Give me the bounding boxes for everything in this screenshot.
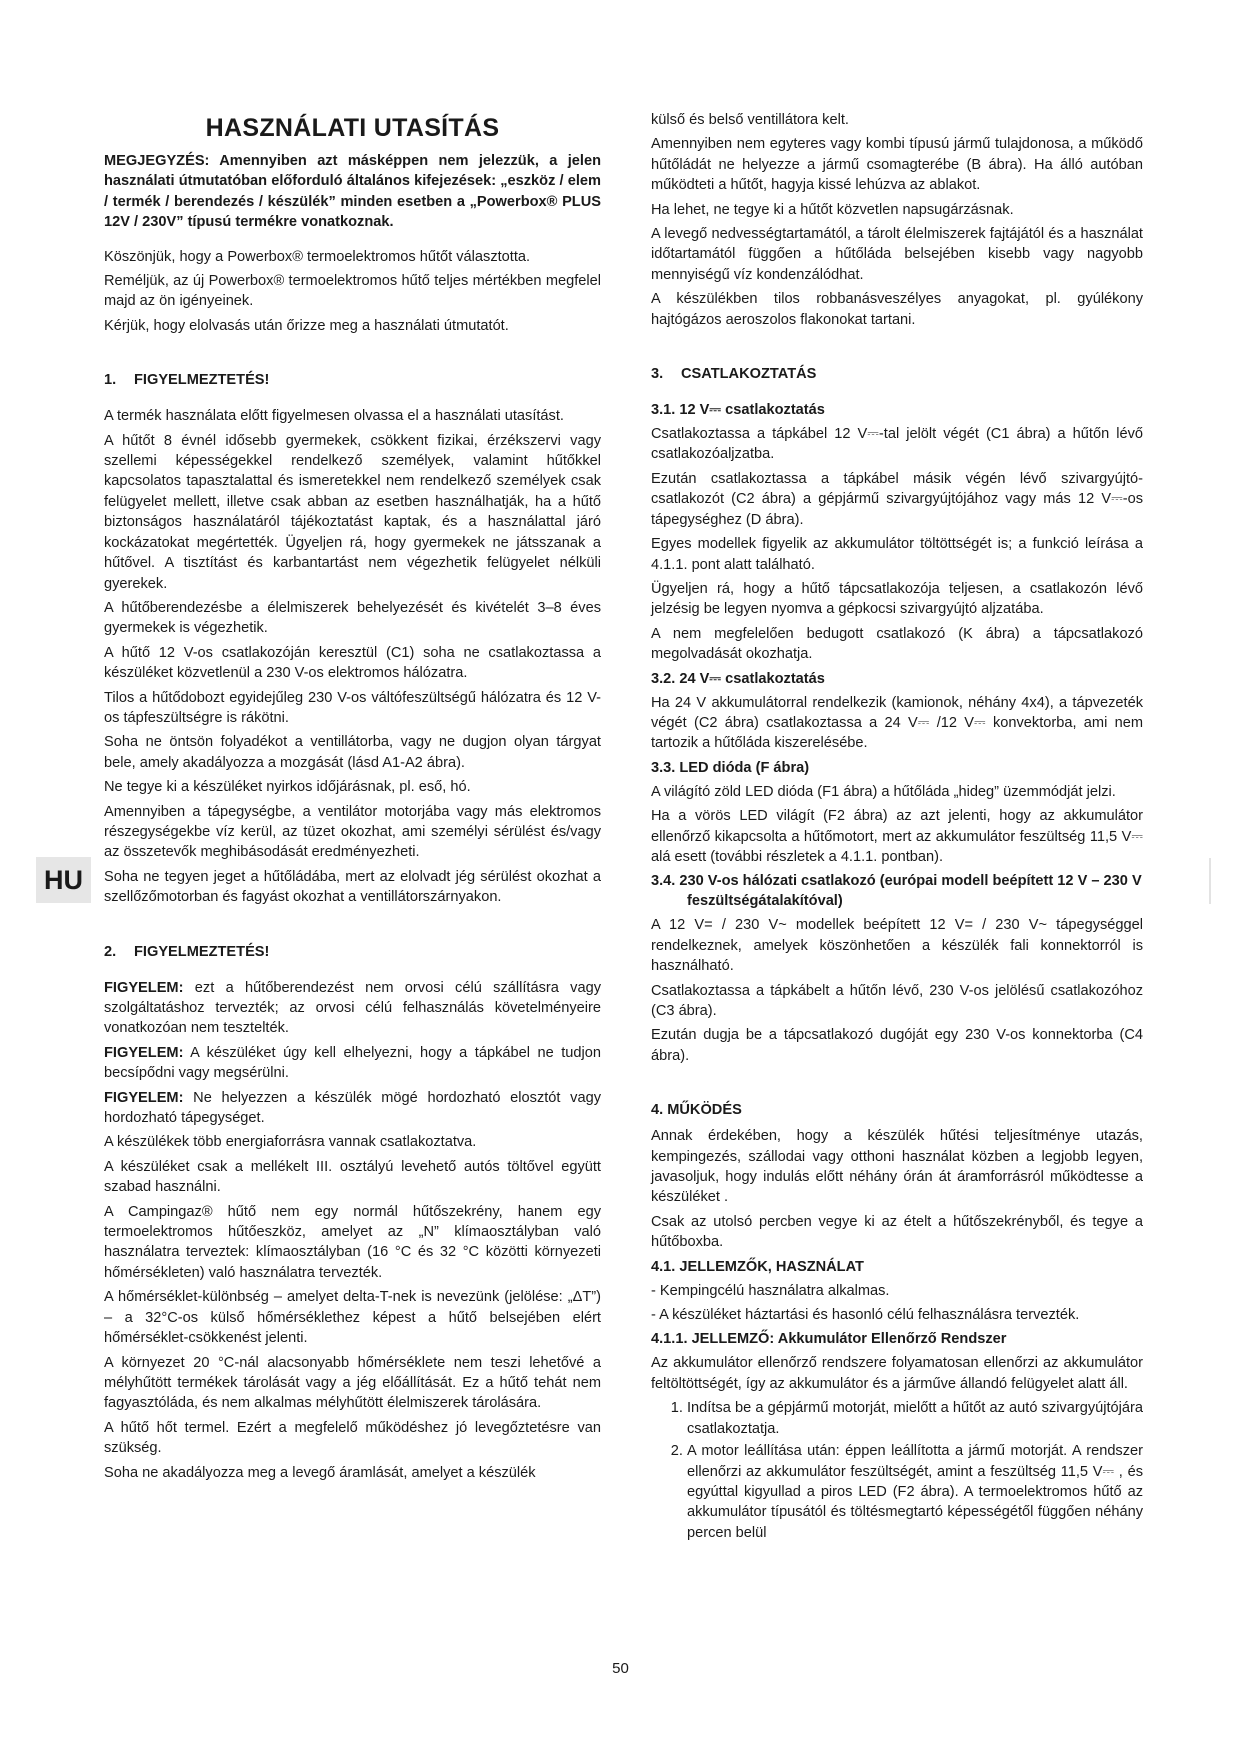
- body-paragraph: Csatlakoztassa a tápkábel 12 V⎓-tal jelölt végét (C1 ábra) a hűtőn lévő csatlakozóaljzatba.: [651, 426, 1143, 463]
- language-tab: HU: [36, 857, 91, 903]
- subsection-4-1-heading: 4.1. JELLEMZŐK, HASZNÁLAT: [651, 1258, 864, 1275]
- list-item: 2. A motor leállítása után: éppen leállította a jármű motorját. A rendszer ellenőrzi az akkumulátor feszültségét, amint a feszültség 11,5 V⎓ , és egyúttal kigyullad a piros LED (F2 ábra). A termoelektromos hűtő az akkumulátor típusától és töltésmegtartó képességétől függően néhány percen belül: [687, 1441, 1143, 1543]
- warning-text: ezt a hűtőberendezést nem orvosi célú szállításra vagy szolgáltatáshoz tervezték; az orvosi célú felhasználás követelményeire vonatkozóan nem tesztelték.: [104, 979, 601, 1037]
- body-paragraph: külső és belső ventillátora kelt.: [651, 112, 849, 128]
- body-paragraph: Ezután dugja be a tápcsatlakozó dugóját egy 230 V-os konnektorba (C4 ábra).: [651, 1027, 1143, 1064]
- list-item: - Kempingcélú használatra alkalmas.: [651, 1282, 890, 1299]
- warning-text: A készüléket úgy kell elhelyezni, hogy a tápkábel ne tudjon becsípődni vagy megsérülni.: [104, 1044, 601, 1082]
- right-column: [651, 110, 1143, 1545]
- caution-paragraph: A nem megfelelően bedugott csatlakozó (K ábra) a tápcsatlakozó megolvadását okozhatja.: [651, 625, 1143, 663]
- left-column: [104, 110, 601, 1487]
- edge-marker: [1209, 858, 1211, 904]
- section-title: FIGYELMEZTETÉS!: [134, 372, 270, 389]
- body-paragraph: Tilos a hűtődobozt egyidejűleg 230 V-os váltófeszültségű hálózatra és 12 V-os tápfeszültségre is rákötni.: [104, 689, 601, 726]
- intro-paragraph: Kérjük, hogy elolvasás után őrizze meg a használati útmutatót.: [104, 317, 509, 334]
- body-paragraph: Ha a vörös LED világít (F2 ábra) az azt jelenti, hogy az akkumulátor ellenőrző kikapcsolta a hűtőmotort, mert az akkumulátor feszültség 11,5 V⎓ alá esett (további részletek a 4.1.1. pontban).: [651, 808, 1143, 865]
- subsection-4-1-1-heading: 4.1.1. JELLEMZŐ: Akkumulátor Ellenőrző Rendszer: [651, 1331, 1007, 1348]
- body-paragraph: Csatlakoztassa a tápkábelt a hűtőn lévő, 230 V-os jelölésű csatlakozóhoz (C3 ábra).: [651, 982, 1143, 1019]
- subsection-3-2-heading: 3.2. 24 V⎓ csatlakoztatás: [651, 670, 825, 687]
- body-paragraph: Ne tegye ki a készüléket nyirkos időjárásnak, pl. eső, hó.: [104, 779, 471, 796]
- numbered-list: [651, 1398, 1143, 1543]
- warning-paragraph: [104, 1043, 601, 1084]
- body-paragraph: A hűtőberendezésbe a élelmiszerek behelyezését és kivételét 3–8 éves gyermekek is végezhetik.: [104, 599, 601, 637]
- body-paragraph: A hűtő hőt termel. Ezért a megfelelő működéshez jó levegőztetésre van szükség.: [104, 1419, 601, 1457]
- intro-paragraph: Köszönjük, hogy a Powerbox® termoelektromos hűtőt választotta.: [104, 248, 531, 265]
- body-paragraph: A környezet 20 °C-nál alacsonyabb hőmérséklete nem teszi lehetővé a mélyhűtött termékek tárolását vagy a jég előállítását. Ez a hűtő tehát nem fagyasztóláda, és nem alkalmas mélyhűtött élelmiszerek tárolására.: [104, 1354, 601, 1412]
- section-4-heading: 4. MŰKÖDÉS: [651, 1102, 742, 1119]
- section-number: 3.: [651, 366, 664, 383]
- document-title: HASZNÁLATI UTASÍTÁS: [205, 114, 500, 142]
- warning-paragraph: [104, 978, 601, 1039]
- section-3-heading: [651, 364, 1143, 384]
- body-paragraph: A levegő nedvességtartamától, a tárolt élelmiszerek fajtájától és a használat időtartamától függően a hűtőláda belsejében kisebb vagy nagyobb mennyiségű víz kondenzálódhat.: [651, 226, 1143, 283]
- body-paragraph: A hűtőt 8 évnél idősebb gyermekek, csökkent fizikai, érzékszervi vagy szellemi képességekkel rendelkező személyek, valamint hűtőkkel kapcsolatos tapasztalattal és ismeretekkel nem rendelkező személyek csak felügyelet mellett, illetve csak abban az esetben használhatják, ha a hűtő biztonságos használatáról tájékoztatást kaptak, és a használattal járó kockázatokat megértették. Ügyeljen rá, hogy gyermekek ne játsszanak a hűtővel. A tisztítást és karbantartást nem végezhetik felügyelet nélküli gyerekek.: [104, 432, 601, 592]
- warning-label: FIGYELEM:: [104, 1044, 184, 1061]
- body-paragraph: A világító zöld LED dióda (F1 ábra) a hűtőláda „hideg” üzemmódját jelzi.: [651, 783, 1116, 800]
- section-2-heading: [104, 942, 601, 962]
- body-paragraph: A hűtő 12 V-os csatlakozóján keresztül (C1) soha ne csatlakoztassa a készüléket közvetlenül a 230 V-os elektromos hálózatra.: [104, 644, 601, 682]
- body-paragraph: Az akkumulátor ellenőrző rendszere folyamatosan ellenőrzi az akkumulátor feltöltöttségét, így az akkumulátor és a járműve állandó felügyelet alatt áll.: [651, 1355, 1143, 1392]
- body-paragraph: Soha ne öntsön folyadékot a ventillátorba, vagy ne dugjon olyan tárgyat bele, amely akadályozza a mozgását (lásd A1-A2 ábra).: [104, 734, 601, 771]
- section-1-heading: [104, 370, 601, 390]
- body-paragraph: A Campingaz® hűtő nem egy normál hűtőszekrény, hanem egy termoelektromos hűtőeszköz, amelyet az „N” klímaosztályban való használatra terveztek: klímaosztályban (16 °C és 32 °C közötti környezeti hőmérsékleten) való használatra tervezték.: [104, 1203, 601, 1281]
- warning-label: FIGYELEM:: [104, 979, 184, 996]
- subsection-3-3-heading: 3.3. LED dióda (F ábra): [651, 759, 810, 776]
- section-number: 2.: [104, 943, 117, 960]
- section-number: 1.: [104, 372, 117, 389]
- body-paragraph: Amennyiben nem egyteres vagy kombi típusú jármű tulajdonosa, a működő hűtőládát ne helyezze a jármű csomagterébe (B ábra). Ha álló autóban működteti a hűtőt, hagyja kissé lehúzva az ablakot.: [651, 136, 1143, 194]
- body-paragraph: Ha lehet, ne tegye ki a hűtőt közvetlen napsugárzásnak.: [651, 201, 1014, 218]
- body-paragraph: A készülékben tilos robbanásveszélyes anyagokat, pl. gyúlékony hajtógázos aeroszolos flakonokat tartani.: [651, 291, 1143, 328]
- body-paragraph: A 12 V= / 230 V~ modellek beépített 12 V= / 230 V~ tápegységgel rendelkeznek, amelyek köszönhetően a készülék fali konnektorról is használható.: [651, 917, 1143, 975]
- body-paragraph: A termék használata előtt figyelmesen olvassa el a használati utasítást.: [104, 408, 564, 425]
- section-title: CSATLAKOZTATÁS: [681, 366, 817, 383]
- body-paragraph: A készülékek több energiaforrásra vannak csatlakoztatva.: [104, 1134, 477, 1151]
- body-paragraph: Ha 24 V akkumulátorral rendelkezik (kamionok, néhány 4x4), a tápvezeték végét (C2 ábra) csatlakoztassa a 24 V⎓ /12 V⎓ konvektorba, ami nem tartozik a hűtőláda kiszerelésébe.: [651, 694, 1143, 752]
- list-item: 1. Indítsa be a gépjármű motorját, mielőtt a hűtőt az autó szivargyújtójára csatlakoztatja.: [687, 1398, 1143, 1439]
- body-paragraph: Annak érdekében, hogy a készülék hűtési teljesítménye utazás, kempingezés, szállodai vagy otthoni használat közben a legjobb legyen, javasoljuk, hogy indulás előtt néhány órán át áramforrásról működtesse a készüléket .: [651, 1128, 1143, 1206]
- page-number: 50: [612, 1660, 629, 1677]
- body-paragraph: Soha ne akadályozza meg a levegő áramlását, amelyet a készülék: [104, 1464, 536, 1481]
- list-item: - A készüléket háztartási és hasonló célú felhasználásra tervezték.: [651, 1307, 1080, 1324]
- body-paragraph: A készüléket csak a mellékelt III. osztályú levehető autós töltővel együtt szabad használni.: [104, 1158, 601, 1196]
- warning-text: Ne helyezzen a készülék mögé hordozható elosztót vagy hordozható tápegységet.: [104, 1089, 601, 1127]
- body-paragraph: Ezután csatlakoztassa a tápkábel másik végén lévő szivargyújtó-csatlakozót (C2 ábra) a gépjármű szivargyújtójához vagy más 12 V⎓-os tápegységhez (D ábra).: [651, 470, 1143, 528]
- warning-paragraph: [104, 1088, 601, 1129]
- intro-paragraph: Reméljük, az új Powerbox® termoelektromos hűtő teljes mértékben megfelel majd az ön igényeinek.: [104, 273, 601, 310]
- caution-paragraph: Ügyeljen rá, hogy a hűtő tápcsatlakozója teljesen, a csatlakozón lévő jelzésig be legyen nyomva a gépkocsi szivargyújtó aljzatába.: [651, 580, 1143, 618]
- body-paragraph: A hőmérséklet-különbség – amelyet delta-T-nek is nevezünk (jelölése: „ΔT”) – a 32°C-os külső hőmérséklethez képest a hűtő belsejében elért hőmérséklet-csökkenést jelenti.: [104, 1289, 601, 1347]
- section-title: FIGYELMEZTETÉS!: [134, 943, 270, 960]
- warning-label: FIGYELEM:: [104, 1089, 184, 1106]
- body-paragraph: Csak az utolsó percben vegye ki az ételt a hűtőszekrényből, és tegye a hűtőboxba.: [651, 1213, 1143, 1251]
- body-paragraph: Soha ne tegyen jeget a hűtőládába, mert az elolvadt jég sérülést okozhat a szellőzőmotorban és fagyást okozhat a ventillátorszárnyakon.: [104, 868, 601, 906]
- subsection-3-4-heading: 3.4. 230 V-os hálózati csatlakozó (európai modell beépített 12 V – 230 V feszültségátalakítóval): [651, 873, 1142, 910]
- body-paragraph: Egyes modellek figyelik az akkumulátor töltöttségét is; a funkció leírása a 4.1.1. pont alatt található.: [651, 536, 1143, 573]
- subsection-3-1-heading: 3.1. 12 V⎓ csatlakoztatás: [651, 402, 825, 419]
- note-paragraph: MEGJEGYZÉS: Amennyiben azt másképpen nem jelezzük, a jelen használati útmutatóban előforduló általános kifejezések: „eszköz / elem / termék / berendezés / készülék” minden esetben a „Powerbox® PLUS 12V / 230V” típusú termékre vonatkoznak.: [104, 153, 601, 231]
- body-paragraph: Amennyiben a tápegységbe, a ventilátor motorjába vagy más elektromos részegységekbe víz kerül, az tüzet okozhat, ami személyi sérülést és/vagy az összetevők meghibásodását eredményezheti.: [104, 803, 601, 861]
